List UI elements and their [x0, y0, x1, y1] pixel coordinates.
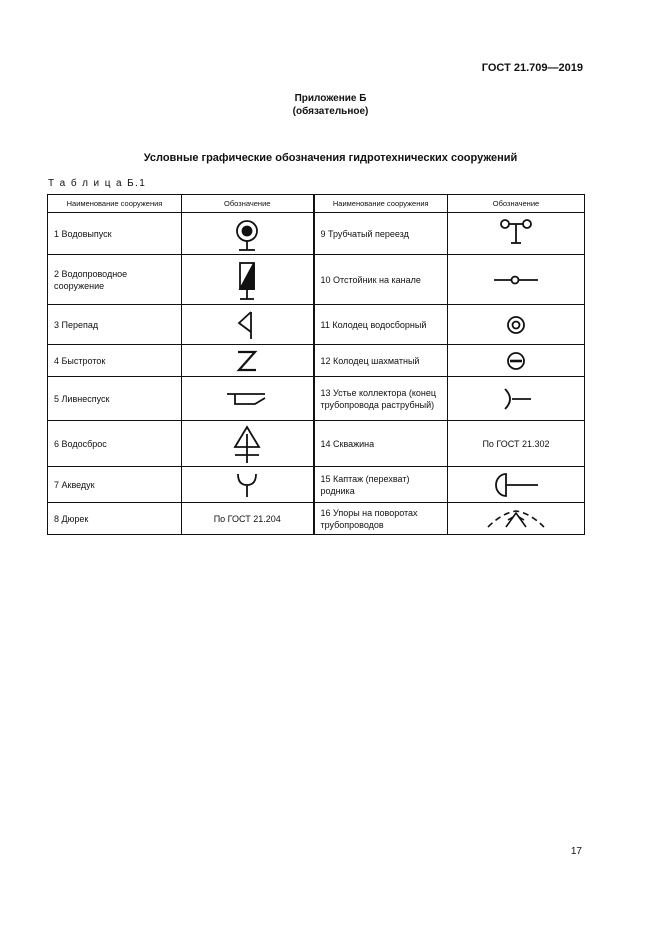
structure-name: 14 Скважина	[314, 421, 448, 467]
collector-mouth-symbol-icon	[448, 377, 585, 421]
collecting-well-symbol-icon	[448, 305, 585, 345]
water-supply-structure-symbol-icon	[182, 255, 314, 305]
staggered-well-symbol-icon	[448, 345, 585, 377]
structure-name: 7 Акведук	[48, 467, 182, 503]
chute-symbol-icon	[182, 345, 314, 377]
symbols-table	[47, 194, 585, 535]
header-name-right: Наименование сооружения	[314, 195, 448, 213]
table-row	[48, 467, 585, 503]
table-row	[48, 255, 585, 305]
structure-name: 16 Упоры на поворотах трубопроводов	[314, 503, 448, 535]
document-title: Условные графические обозначения гидротехнических сооружений	[143, 152, 518, 164]
pipeline-thrust-block-symbol-icon	[448, 503, 585, 535]
structure-name: 9 Трубчатый переезд	[314, 213, 448, 255]
structure-name: 4 Быстроток	[48, 345, 182, 377]
structure-name: 6 Водосброс	[48, 421, 182, 467]
reference-text: По ГОСТ 21.302	[448, 421, 585, 467]
spring-capture-symbol-icon	[448, 467, 585, 503]
canal-settler-symbol-icon	[448, 255, 585, 305]
structure-name: 12 Колодец шахматный	[314, 345, 448, 377]
table-row	[48, 503, 585, 535]
outlet-symbol-icon	[182, 213, 314, 255]
table-row	[48, 345, 585, 377]
table-label: Т а б л и ц а Б.1	[48, 178, 147, 189]
annex-title: Приложение Б	[294, 93, 367, 104]
table-row	[48, 421, 585, 467]
pipe-crossing-symbol-icon	[448, 213, 585, 255]
aqueduct-symbol-icon	[182, 467, 314, 503]
table-header-row	[48, 195, 585, 213]
header-name-left: Наименование сооружения	[48, 195, 182, 213]
structure-name: 3 Перепад	[48, 305, 182, 345]
table-row	[48, 377, 585, 421]
structure-name: 1 Водовыпуск	[48, 213, 182, 255]
storm-overflow-symbol-icon	[182, 377, 314, 421]
structure-name: 15 Каптаж (перехват) родника	[314, 467, 448, 503]
structure-name: 8 Дюрек	[48, 503, 182, 535]
page-number: 17	[570, 846, 582, 857]
header-symbol-left: Обозначение	[182, 195, 314, 213]
structure-name: 5 Ливнеспуск	[48, 377, 182, 421]
table-row	[48, 213, 585, 255]
reference-text: По ГОСТ 21.204	[182, 503, 314, 535]
spillway-symbol-icon	[182, 421, 314, 467]
structure-name: 11 Колодец водосборный	[314, 305, 448, 345]
annex-heading	[0, 92, 661, 118]
annex-status: (обязательное)	[292, 106, 369, 117]
drop-symbol-icon	[182, 305, 314, 345]
table-row	[48, 305, 585, 345]
header-symbol-right: Обозначение	[448, 195, 585, 213]
structure-name: 10 Отстойник на канале	[314, 255, 448, 305]
structure-name: 2 Водопроводное сооружение	[48, 255, 182, 305]
standard-number: ГОСТ 21.709—2019	[481, 62, 583, 74]
structure-name: 13 Устье коллектора (конец трубопровода раструбный)	[314, 377, 448, 421]
